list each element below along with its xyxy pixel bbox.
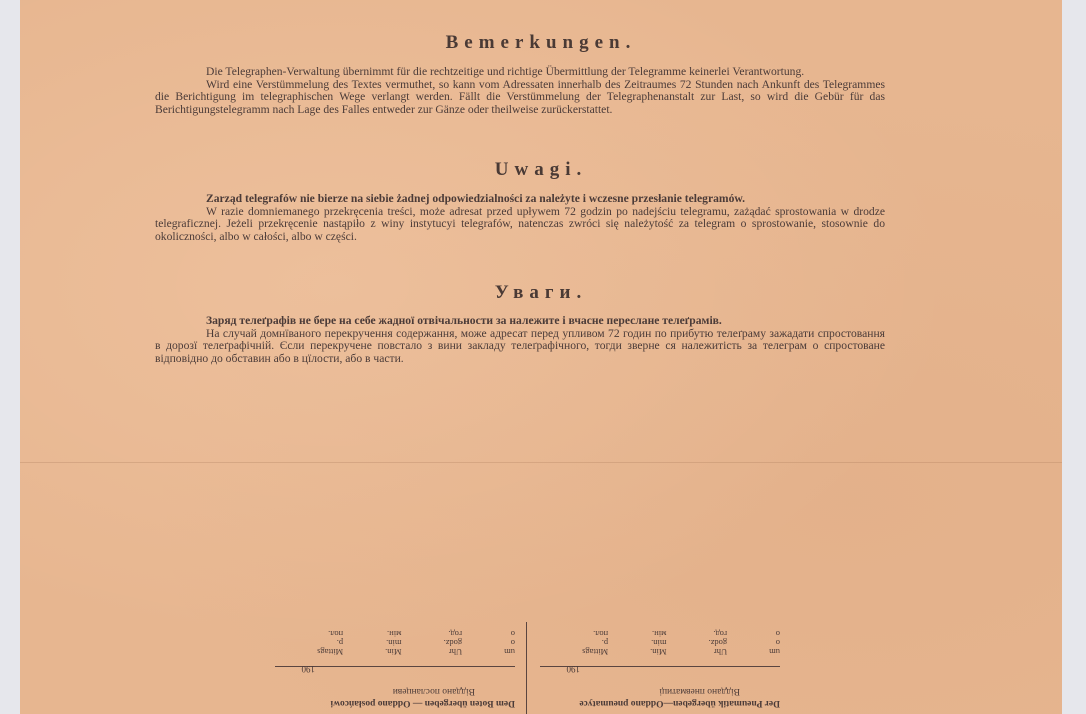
hour-label: Uhr godz. год. — [443, 629, 463, 657]
polish-paragraph-2: W razie domniemanego przekręcenia treści, może adresat przed upływem 72 godzin po nadejściu telegramu, zażądać sprostowania w drodze telegraficznej. Jeżeli przekręcenie nastąpiło z winy instytucyi telegrafów, natenczas zwróci się należytość za telegram o sprostowanie, stosownie do okoliczności, albo w całości, albo w części. — [155, 204, 885, 243]
german-paragraph-2: Wird eine Verstümmelung des Textes vermuthet, so kann vom Adressaten innerhalb des Zeitraumes 72 Stunden nach Ankunft des Telegrammes die Berichtigung im telegraphischen Wege verlangt werden. Fällt die Verstümmelung der Telegraphenanstalt zur Last, so wird die Gebür für das Berichtigungstelegramm nach Lage des Falles entweder zur Gänze oder theilweise zurückerstattet. — [155, 77, 885, 116]
minute-label: Min. min. мін. — [650, 629, 667, 657]
german-paragraph-1: Die Telegraphen-Verwaltung übernimmt für die rechtzeitige und richtige Übermittlung der Telegramme keinerlei Verantwortung. — [206, 65, 805, 78]
ukrainian-heading: Уваги. — [494, 282, 588, 303]
noon-label: Mittags p. пол. — [317, 629, 344, 657]
telegram-form-back — [20, 0, 1062, 714]
stamp-caption: Der Pneumatik übergeben—Oddano pneumatyce — [579, 698, 780, 708]
hour-label: Uhr godz. год. — [708, 629, 728, 657]
polish-heading: Uwagi. — [494, 159, 588, 180]
year-prefix: 190 — [301, 664, 315, 674]
polish-notes — [155, 193, 885, 243]
stamp-caption-ukrainian: Віддано посланцеви — [392, 686, 475, 696]
um-label: um o о — [769, 629, 780, 657]
time-fields — [582, 629, 780, 656]
minute-label: Min. min. мін. — [385, 629, 402, 657]
pneumatic-stamp — [530, 622, 780, 714]
messenger-stamp — [265, 622, 515, 714]
noon-label: Mittags p. пол. — [582, 629, 609, 657]
ukrainian-paragraph-2: На случай домнїваного перекручення содержання, може адресат перед упливом 72 годин по прибутю телеґраму зажадати спростовання в дорозї телеґрафічній. Єсли перекручене повстало з вини закладу телеґрафічного, тогди зверне ся належитість за телеграм о спростоване відповідно до обставин або в цїлости, або в части. — [155, 326, 885, 365]
ukrainian-notes — [155, 315, 885, 365]
german-heading: Bemerkungen. — [445, 32, 637, 53]
stamp-caption: Dem Boten übergeben — Oddano posłańcowi — [330, 698, 515, 708]
year-prefix: 190 — [566, 664, 580, 674]
polish-paragraph-1: Zarząd telegrafów nie bierze na siebie żadnej odpowiedzialności za należyte i wczesne przesłanie telegramów. — [206, 192, 745, 205]
stamp-caption-ukrainian: Віддано пневматиці — [659, 686, 740, 696]
german-notes — [155, 66, 885, 116]
ukrainian-paragraph-1: Заряд телеґрафів не бере на себе жадної отвічальности за належите і вчасне переслане телеґрамів. — [206, 314, 722, 327]
time-fields — [317, 629, 515, 656]
delivery-stamps-upside-down — [260, 622, 780, 714]
stamp-divider — [526, 622, 527, 714]
fold-line — [20, 462, 1062, 463]
um-label: um o о — [504, 629, 515, 657]
